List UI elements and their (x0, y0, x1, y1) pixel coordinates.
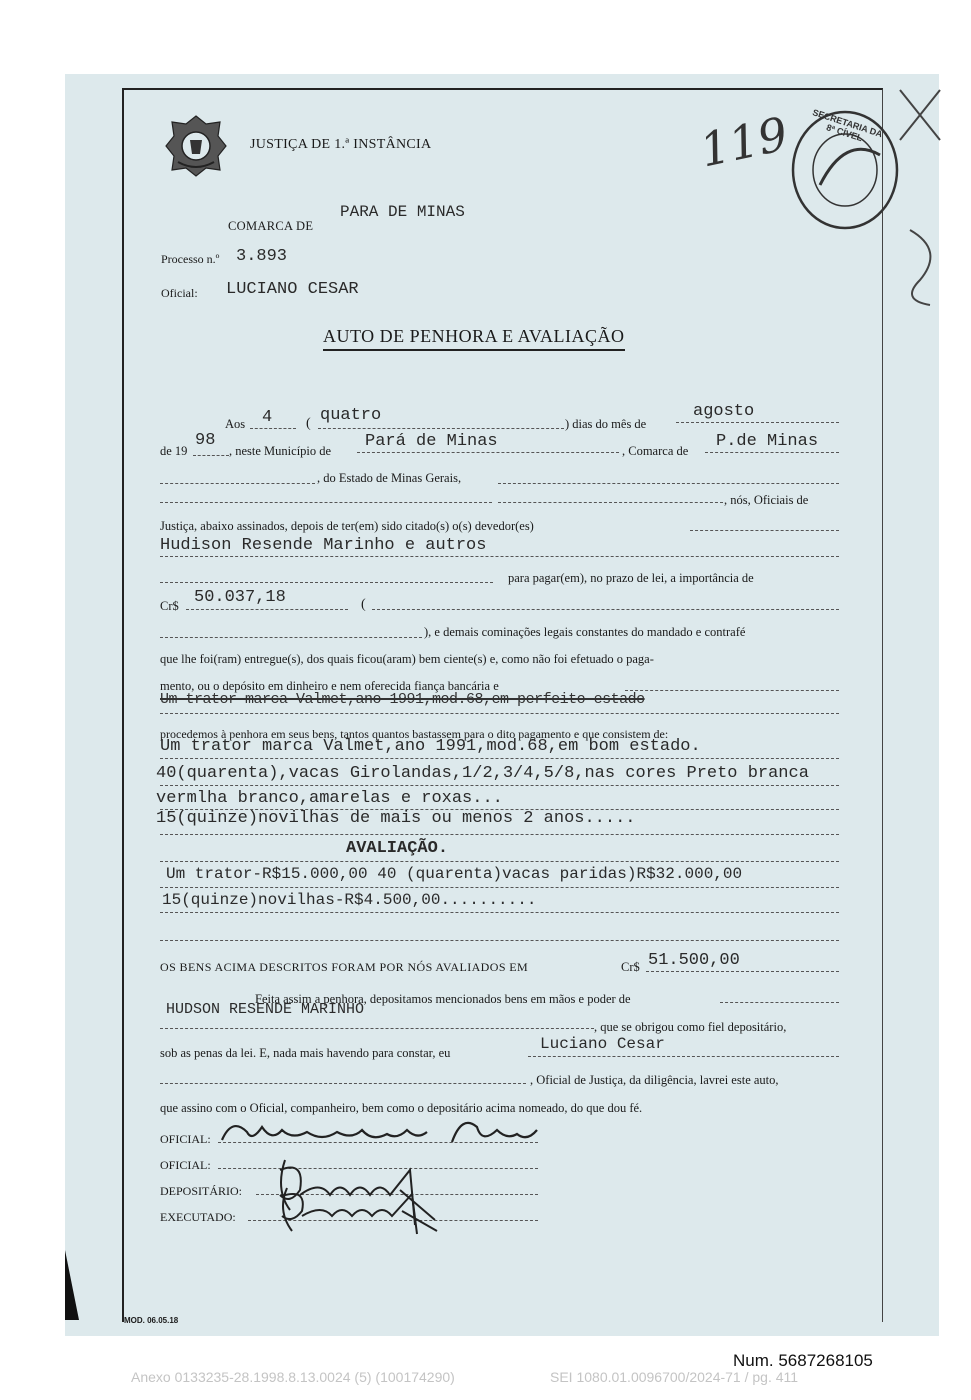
line (160, 785, 839, 786)
importancia: 50.037,18 (194, 588, 286, 607)
oficial-1-signature (212, 1112, 552, 1152)
line (160, 502, 492, 503)
oficial-2-label: OFICIAL: (160, 1158, 211, 1172)
executado-label: EXECUTADO: (160, 1210, 236, 1224)
line (160, 582, 493, 583)
municipio: Pará de Minas (365, 432, 498, 451)
line (160, 887, 839, 888)
month: agosto (693, 402, 755, 421)
executado-signature (262, 1186, 452, 1236)
bem-item-4: 15(quinze)novilhas de mais ou menos 2 anos..... (156, 809, 636, 828)
paren-open: ( (306, 416, 311, 431)
document-title: AUTO DE PENHORA E AVALIAÇÃO (323, 326, 625, 351)
line (720, 1002, 839, 1003)
bem-item-1: Um trator marca Valmet,ano 1991,mod.68,em bom estado. (160, 737, 701, 756)
form-code: MOD. 06.05.18 (124, 1316, 179, 1325)
que-assino-text: que assino com o Oficial, companheiro, bem como o depositário acima nomeado, do que dou fé. (160, 1101, 643, 1115)
comarca: P.de Minas (716, 432, 819, 451)
line (193, 455, 229, 456)
line (160, 758, 839, 759)
line (160, 940, 839, 941)
procedemos-text: procedemos à penhora em seus bens, tantos quantos bastassem para o dito pagamento e que consistem de: (160, 727, 669, 741)
que-lhe-text: que lhe foi(ram) entregue(s), dos quais ficou(aram) bem ciente(s) e, como não foi efetuado o paga- (160, 652, 654, 666)
line (690, 530, 839, 531)
oficial-name: LUCIANO CESAR (226, 280, 359, 299)
fiel-depositario-text: , que se obrigou como fiel depositário, (594, 1020, 787, 1034)
sob-as-penas-text: sob as penas da lei. E, nada mais havendo para constar, eu (160, 1046, 451, 1060)
comarca-de-label: , Comarca de (622, 444, 689, 458)
page-corner-shadow (65, 1250, 79, 1320)
line (186, 609, 348, 610)
year: 98 (195, 431, 216, 450)
oficial-diligencia-text: , Oficial de Justiça, da diligência, lavrei este auto, (530, 1073, 779, 1087)
year-prefix: de 19 (160, 444, 188, 458)
coat-of-arms-icon (160, 112, 232, 180)
total-avaliado: 51.500,00 (648, 951, 740, 970)
oficial-nome: Luciano Cesar (540, 1035, 665, 1053)
line (357, 452, 619, 453)
line (160, 1028, 594, 1029)
handwritten-page-number: 119 (695, 106, 793, 178)
avaliacao-line-2: 15(quinze)novilhas-R$4.500,00.......... (162, 891, 537, 909)
paren-open: ( (361, 597, 366, 612)
bem-item-3: vermlha branco,amarelas e roxas... (156, 789, 503, 808)
cominacoes-text: ), e demais cominações legais constantes do mandado e contrafé (424, 625, 746, 639)
line (160, 483, 315, 484)
line (160, 556, 839, 557)
line (646, 971, 839, 972)
dias-mes-label: ) dias do mês de (565, 417, 647, 431)
line (160, 861, 839, 862)
line (625, 690, 839, 691)
margin-scribble (890, 80, 950, 310)
justica-label: Justiça, abaixo assinados, depois de ter(em) sido citado(s) o(s) devedor(es) (160, 519, 534, 533)
municipio-label: , neste Município de (229, 444, 332, 458)
line (160, 713, 839, 714)
processo-number: 3.893 (236, 247, 288, 266)
line (160, 912, 839, 913)
processo-label: Processo n.º (161, 252, 220, 266)
bens-avaliados-text: OS BENS ACIMA DESCRITOS FORAM POR NÓS AVALIADOS EM (160, 960, 529, 974)
nos-oficiais-label: , nós, Oficiais de (724, 493, 809, 507)
avaliacao-line-1: Um trator-R$15.000,00 40 (quarenta)vacas paridas)R$32.000,00 (166, 865, 743, 883)
line (705, 452, 839, 453)
oficial-label: Oficial: (161, 286, 198, 300)
line (160, 637, 422, 638)
comarca-label: COMARCA DE (228, 219, 314, 233)
anexo-reference: Anexo 0133235-28.1998.8.13.0024 (5) (100174290) (131, 1369, 455, 1385)
struck-out-text: Um trator marca Valmet,ano 1991,mod.68,em perfeito estado (160, 691, 645, 708)
feita-assim-text: Feita assim a penhora, depositamos mencionados bens em mãos e poder de (255, 992, 631, 1006)
line (160, 834, 839, 835)
stamp-text: SECRETARIA DA 8ª CÍVEL (811, 107, 884, 144)
document-number: Num. 5687268105 (733, 1351, 873, 1370)
line (372, 609, 839, 610)
sei-reference: SEI 1080.01.0096700/2024-71 / pg. 411 (550, 1369, 799, 1385)
line (498, 502, 723, 503)
aos-label: Aos (225, 417, 246, 431)
oficial-1-label: OFICIAL: (160, 1132, 211, 1146)
devedores: Hudison Resende Marinho e autros (160, 536, 487, 555)
avaliacao-title: AVALIAÇÃO. (346, 839, 449, 858)
court-name: JUSTIÇA DE 1.ª INSTÂNCIA (250, 137, 432, 152)
line (160, 1083, 526, 1084)
estado-label: , do Estado de Minas Gerais, (317, 471, 462, 485)
line (498, 483, 839, 484)
day-written: quatro (320, 406, 382, 425)
line (318, 428, 564, 429)
depositario-label: DEPOSITÁRIO: (160, 1184, 243, 1198)
bem-item-2: 40(quarenta),vacas Girolandas,1/2,3/4,5/8,nas cores Preto branca (156, 764, 809, 783)
para-pagar-label: para pagar(em), no prazo de lei, a importância de (508, 571, 754, 585)
line (528, 1056, 839, 1057)
line (250, 428, 296, 429)
cr-label: Cr$ (621, 960, 640, 974)
depositario-name: HUDSON RESENDE MARINHO (166, 1001, 365, 1018)
comarca-value: PARA DE MINAS (340, 203, 465, 221)
cr-label: Cr$ (160, 599, 179, 613)
line (676, 422, 839, 423)
mento-text: mento, ou o depósito em dinheiro e nem oferecida fiança bancária e (160, 679, 499, 693)
day-number: 4 (262, 408, 273, 427)
